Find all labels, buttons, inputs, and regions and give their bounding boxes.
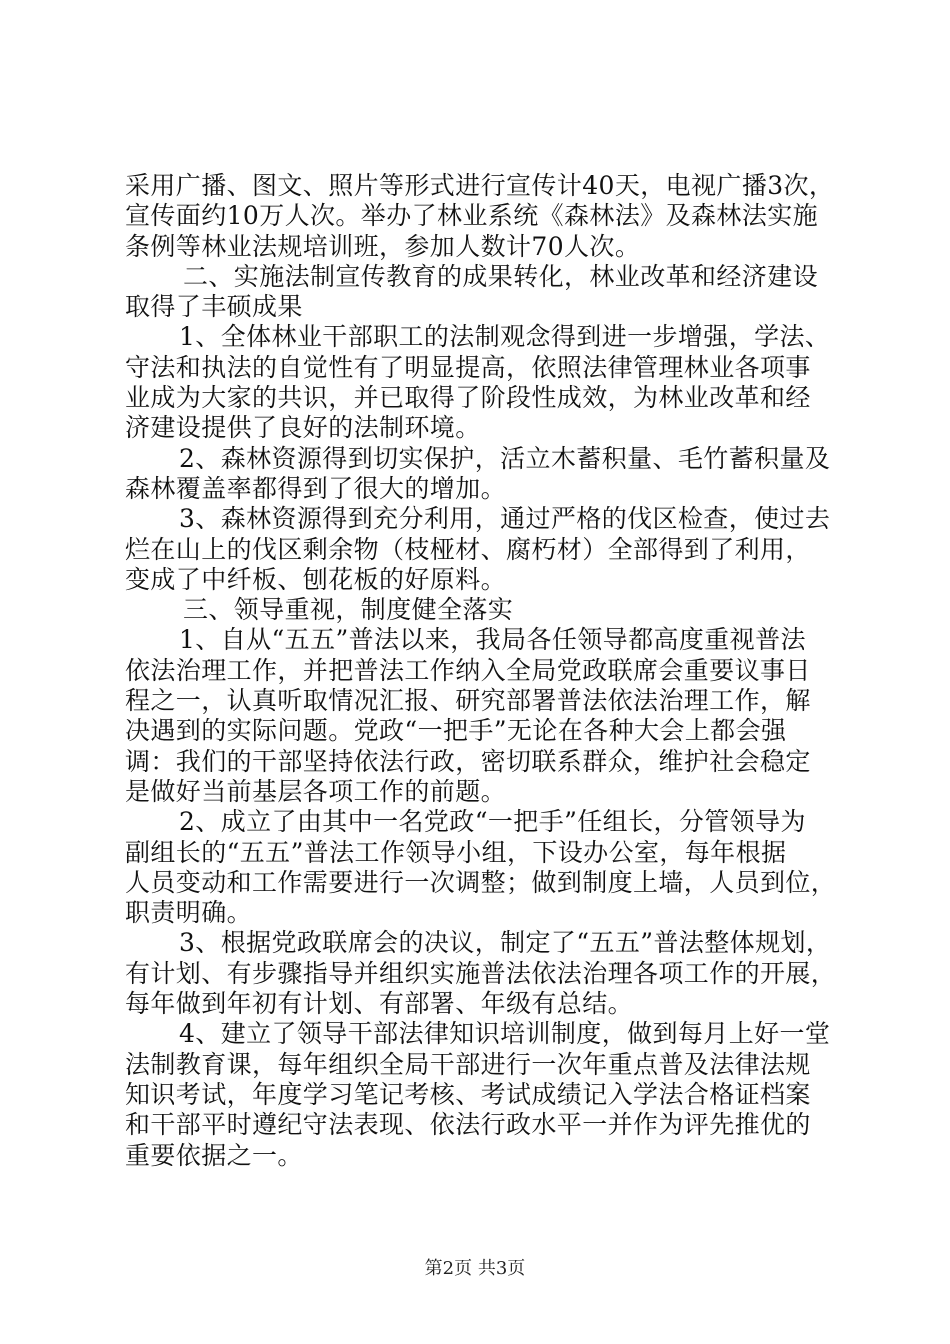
paragraph xyxy=(125,444,830,505)
text-line: 变成了中纤板、刨花板的好原料。 xyxy=(125,564,507,594)
text-line: 调：我们的干部坚持依法行政，密切联系群众，维护社会稳定 xyxy=(125,746,811,776)
text-line: 森林覆盖率都得到了很大的增加。 xyxy=(125,473,507,503)
paragraph xyxy=(125,504,830,595)
text-line: 济建设提供了良好的法制环境。 xyxy=(125,413,481,443)
text-line: 1、全体林业干部职工的法制观念得到进一步增强，学法、 xyxy=(179,322,831,352)
text-line: 3、根据党政联席会的决议，制定了“五五”普法整体规划， xyxy=(179,928,832,958)
text-line: 知识考试，年度学习笔记考核、考试成绩记入学法合格证档案 xyxy=(125,1079,811,1109)
text-line: 决遇到的实际问题。党政“一把手”无论在各种大会上都会强 xyxy=(125,716,787,746)
text-line: 重要依据之一。 xyxy=(125,1140,303,1170)
text-line: 每年做到年初有计划、有部署、年级有总结。 xyxy=(125,989,634,1019)
document-body xyxy=(125,171,837,1171)
text-line: 有计划、有步骤指导并组织实施普法依法治理各项工作的开展， xyxy=(125,958,837,988)
text-line: 取得了丰硕成果 xyxy=(125,292,303,322)
paragraph xyxy=(125,322,830,443)
page-footer xyxy=(0,1258,950,1280)
text-line: 采用广播、图文、照片等形式进行宣传计40天，电视广播3次， xyxy=(125,171,835,200)
text-line: 副组长的“五五”普法工作领导小组，下设办公室，每年根据 xyxy=(125,837,787,867)
text-line: 2、成立了由其中一名党政“一把手”任组长，分管领导为 xyxy=(179,807,806,837)
text-line: 4、建立了领导干部法律知识培训制度，做到每月上好一堂 xyxy=(179,1019,831,1049)
section-heading xyxy=(125,595,830,625)
text-line: 烂在山上的伐区剩余物（枝桠材、腐朽材）全部得到了利用， xyxy=(125,534,811,564)
text-line: 条例等林业法规培训班，参加人数计70人次。 xyxy=(125,231,641,261)
text-line: 职责明确。 xyxy=(125,898,253,928)
section-heading xyxy=(125,262,830,323)
text-line: 人员变动和工作需要进行一次调整；做到制度上墙，人员到位， xyxy=(125,867,837,897)
paragraph xyxy=(125,807,837,928)
paragraph xyxy=(125,171,835,262)
paragraph xyxy=(125,1019,830,1170)
paragraph xyxy=(125,928,837,1019)
text-line: 业成为大家的共识，并已取得了阶段性成效，为林业改革和经 xyxy=(125,383,811,413)
text-line: 依法治理工作，并把普法工作纳入全局党政联席会重要议事日 xyxy=(125,655,811,685)
text-line: 二、实施法制宣传教育的成果转化，林业改革和经济建设 xyxy=(183,261,819,291)
text-line: 程之一，认真听取情况汇报、研究部署普法依法治理工作，解 xyxy=(125,686,811,716)
text-line: 法制教育课，每年组织全局干部进行一次年重点普及法律法规 xyxy=(125,1049,811,1079)
text-line: 1、自从“五五”普法以来，我局各任领导都高度重视普法 xyxy=(179,625,806,655)
text-line: 三、领导重视，制度健全落实 xyxy=(183,595,514,625)
text-line: 是做好当前基层各项工作的前题。 xyxy=(125,776,507,806)
text-line: 守法和执法的自觉性有了明显提高，依照法律管理林业各项事 xyxy=(125,352,811,382)
page-number-label: 第2页 共3页 xyxy=(424,1258,526,1279)
paragraph xyxy=(125,625,830,807)
text-line: 宣传面约10万人次。举办了林业系统《森林法》及森林法实施 xyxy=(125,201,819,231)
text-line: 2、森林资源得到切实保护，活立木蓄积量、毛竹蓄积量及 xyxy=(179,443,831,473)
text-line: 3、森林资源得到充分利用，通过严格的伐区检查，使过去 xyxy=(179,504,831,534)
text-line: 和干部平时遵纪守法表现、依法行政水平一并作为评先推优的 xyxy=(125,1110,811,1140)
